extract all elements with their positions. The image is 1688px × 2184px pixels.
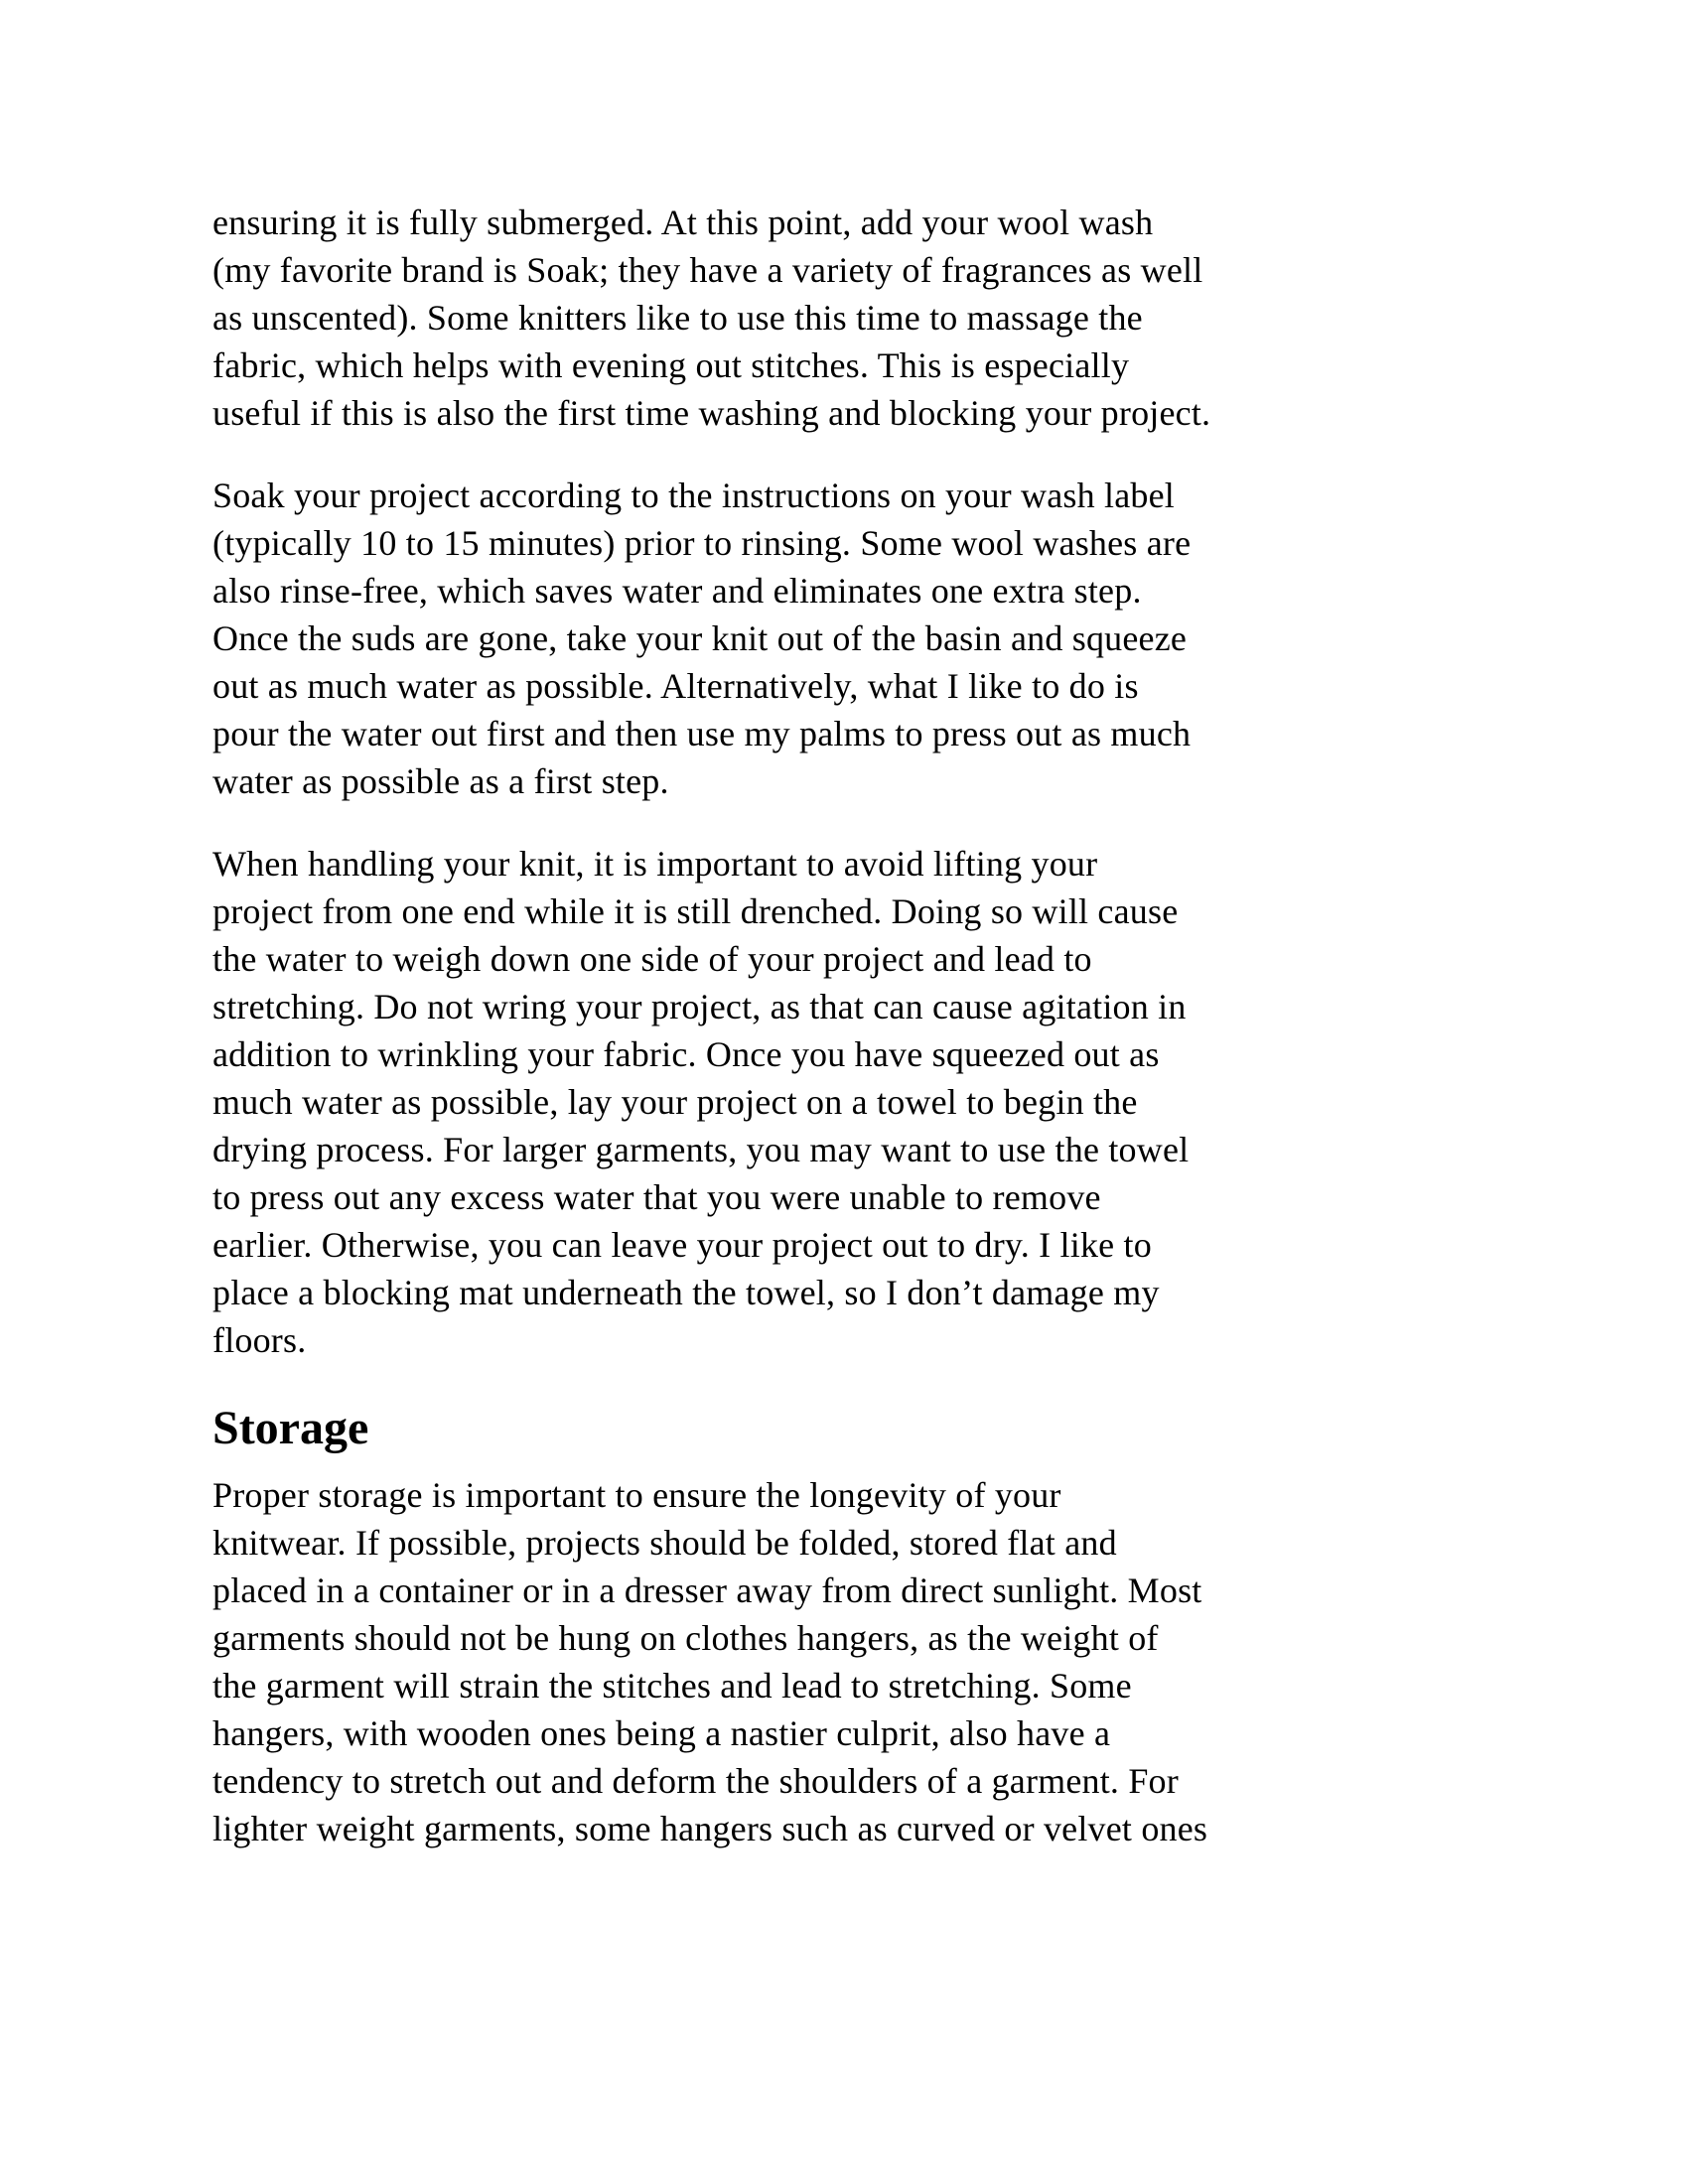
text-line: (my favorite brand is Soak; they have a variety of fragrances as well	[212, 250, 1203, 290]
text-line: the garment will strain the stitches and lead to stretching. Some	[212, 1666, 1132, 1706]
text-line: placed in a container or in a dresser away from direct sunlight. Most	[212, 1570, 1202, 1610]
text-line: Soak your project according to the instructions on your wash label	[212, 476, 1175, 515]
text-line: (typically 10 to 15 minutes) prior to rinsing. Some wool washes are	[212, 523, 1192, 563]
text-line: garments should not be hung on clothes hangers, as the weight of	[212, 1618, 1159, 1658]
text-line: Proper storage is important to ensure the longevity of your	[212, 1475, 1061, 1515]
text-line: water as possible as a first step.	[212, 761, 669, 801]
text-line: out as much water as possible. Alternatively, what I like to do is	[212, 666, 1139, 706]
paragraph-soaking	[212, 472, 1503, 805]
section-heading-storage: Storage	[212, 1402, 369, 1454]
text-line: as unscented). Some knitters like to use this time to massage the	[212, 298, 1143, 338]
text-line: much water as possible, lay your project on a towel to begin the	[212, 1082, 1138, 1122]
paragraph-storage	[212, 1471, 1503, 1852]
text-line: also rinse-free, which saves water and eliminates one extra step.	[212, 571, 1142, 611]
text-line: pour the water out first and then use my palms to press out as much	[212, 714, 1192, 753]
text-line: knitwear. If possible, projects should be folded, stored flat and	[212, 1523, 1117, 1563]
text-line: project from one end while it is still drenched. Doing so will cause	[212, 891, 1179, 931]
document-content	[212, 199, 1503, 1887]
text-line: the water to weigh down one side of your project and lead to	[212, 939, 1092, 979]
text-line: stretching. Do not wring your project, as that can cause agitation in	[212, 987, 1187, 1026]
paragraph-wool-wash	[212, 199, 1503, 437]
text-line: earlier. Otherwise, you can leave your project out to dry. I like to	[212, 1225, 1152, 1265]
text-line: Once the suds are gone, take your knit out of the basin and squeeze	[212, 618, 1188, 658]
text-line: tendency to stretch out and deform the shoulders of a garment. For	[212, 1761, 1179, 1801]
text-line: ensuring it is fully submerged. At this point, add your wool wash	[212, 203, 1154, 242]
text-line: drying process. For larger garments, you may want to use the towel	[212, 1130, 1190, 1169]
text-line: to press out any excess water that you were unable to remove	[212, 1177, 1101, 1217]
text-line: addition to wrinkling your fabric. Once you have squeezed out as	[212, 1034, 1160, 1074]
text-line: When handling your knit, it is important to avoid lifting your	[212, 844, 1098, 884]
text-line: lighter weight garments, some hangers such as curved or velvet ones	[212, 1809, 1208, 1848]
paragraph-handling	[212, 840, 1503, 1364]
text-line: useful if this is also the first time washing and blocking your project.	[212, 393, 1211, 433]
text-line: floors.	[212, 1320, 307, 1360]
text-line: hangers, with wooden ones being a nastier culprit, also have a	[212, 1713, 1111, 1753]
text-line: fabric, which helps with evening out stitches. This is especially	[212, 345, 1130, 385]
text-line: place a blocking mat underneath the towel, so I don’t damage my	[212, 1273, 1160, 1312]
